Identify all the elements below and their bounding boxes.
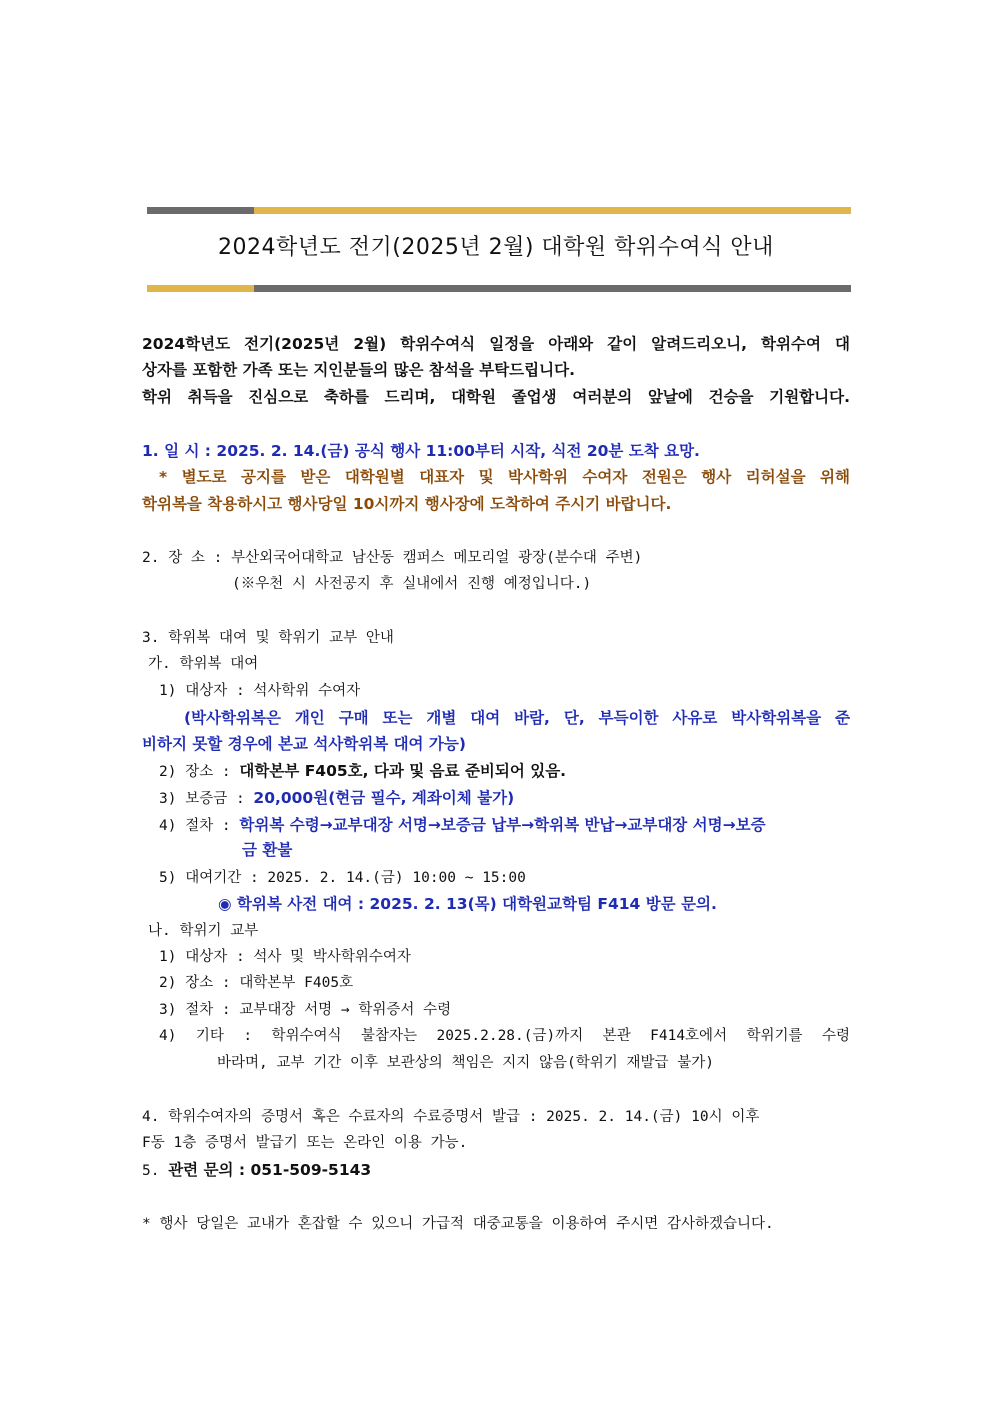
rental-item-3-label: 3) 보증금 : xyxy=(159,791,254,807)
bottom-bar-gray xyxy=(254,285,851,292)
rental-item-4-value-2: 금 환불 xyxy=(242,841,293,859)
section5-value: 관련 문의 : 051-509-5143 xyxy=(168,1161,372,1179)
rental-item-4-label: 4) 절차 : xyxy=(159,818,240,834)
rental-item-2-value: 대학본부 F405호, 다과 및 음료 준비되어 있음. xyxy=(239,762,567,780)
section3-heading: 3. 학위복 대여 및 학위기 교부 안내 xyxy=(142,630,394,646)
section4-line-1: 4. 학위수여자의 증명서 혹은 수료자의 수료증명서 발급 : 2025. 2. 14.(금) 10시 이후 xyxy=(142,1109,760,1125)
rental-item-2-label: 2) 장소 : xyxy=(159,764,240,780)
section2-heading: 2. 장 소 : 부산외국어대학교 남산동 캠퍼스 메모리얼 광장(분수대 주변) xyxy=(142,550,643,566)
diploma-item-3: 3) 절차 : 교부대장 서명 → 학위증서 수령 xyxy=(159,1002,452,1018)
rental-item-3 xyxy=(159,788,514,809)
bottom-bar-gold xyxy=(147,285,254,292)
page-title: 2024학년도 전기(2025년 2월) 대학원 학위수여식 안내 xyxy=(218,235,774,260)
rental-item-1: 1) 대상자 : 석사학위 수여자 xyxy=(159,683,361,699)
section1-note-2: 학위복을 착용하시고 행사당일 10시까지 행사장에 도착하여 주시기 바랍니다. xyxy=(142,495,672,513)
section5-label: 5. xyxy=(142,1163,169,1179)
rental-item-4-value-1: 학위복 수령→교부대장 서명→보증금 납부→학위복 반납→교부대장 서명→보증 xyxy=(239,816,766,834)
rental-item-5: 5) 대여기간 : 2025. 2. 14.(금) 10:00 ~ 15:00 xyxy=(159,870,526,886)
top-bar-gold xyxy=(254,207,851,214)
top-bar-gray xyxy=(147,207,254,214)
section2-note: (※우천 시 사전공지 후 실내에서 진행 예정입니다.) xyxy=(232,576,592,592)
section3-na-heading: 나. 학위기 교부 xyxy=(148,923,259,939)
section5-contact xyxy=(142,1160,371,1181)
rental-item-1-note-2: 비하지 못할 경우에 본교 석사학위복 대여 가능) xyxy=(142,735,466,753)
pre-rental-notice: ◉ 학위복 사전 대여 : 2025. 2. 13(목) 대학원교학팀 F414 방문 문의. xyxy=(218,895,717,913)
section1-heading: 1. 일 시 : 2025. 2. 14.(금) 공식 행사 11:00부터 시작, 식전 20분 도착 요망. xyxy=(142,442,700,460)
diploma-item-4-line-2: 바라며, 교부 기간 이후 보관상의 책임은 지지 않음(학위기 재발급 불가) xyxy=(217,1055,714,1071)
diploma-item-4-line-1: 4) 기타 : 학위수여식 불참자는 2025.2.28.(금)까지 본관 F414호에서 학위기를 수령 xyxy=(159,1028,850,1044)
rental-item-2 xyxy=(159,761,566,782)
diploma-item-2: 2) 장소 : 대학본부 F405호 xyxy=(159,975,354,991)
section3-ga-heading: 가. 학위복 대여 xyxy=(148,656,259,672)
section4-line-2: F동 1층 증명서 발급기 또는 온라인 이용 가능. xyxy=(142,1135,468,1151)
intro-line-3: 학위 취득을 진심으로 축하를 드리며, 대학원 졸업생 여러분의 앞날에 건승을 기원합니다. xyxy=(142,388,850,406)
rental-item-4 xyxy=(159,815,766,836)
rental-item-3-value: 20,000원(현금 필수, 계좌이체 불가) xyxy=(253,789,515,807)
section1-note-1: * 별도로 공지를 받은 대학원별 대표자 및 박사학위 수여자 전원은 행사 리허설을 위해 xyxy=(159,468,850,486)
intro-line-2: 상자를 포함한 가족 또는 지인분들의 많은 참석을 부탁드립니다. xyxy=(142,361,575,379)
intro-line-1: 2024학년도 전기(2025년 2월) 학위수여식 일정을 아래와 같이 알려드리오니, 학위수여 대 xyxy=(142,335,850,353)
diploma-item-1: 1) 대상자 : 석사 및 박사학위수여자 xyxy=(159,949,411,965)
rental-item-1-note-1: (박사학위복은 개인 구매 또는 개별 대여 바람, 단, 부득이한 사유로 박사학위복을 준 xyxy=(184,709,850,727)
footer-note: * 행사 당일은 교내가 혼잡할 수 있으니 가급적 대중교통을 이용하여 주시면 감사하겠습니다. xyxy=(142,1216,774,1232)
